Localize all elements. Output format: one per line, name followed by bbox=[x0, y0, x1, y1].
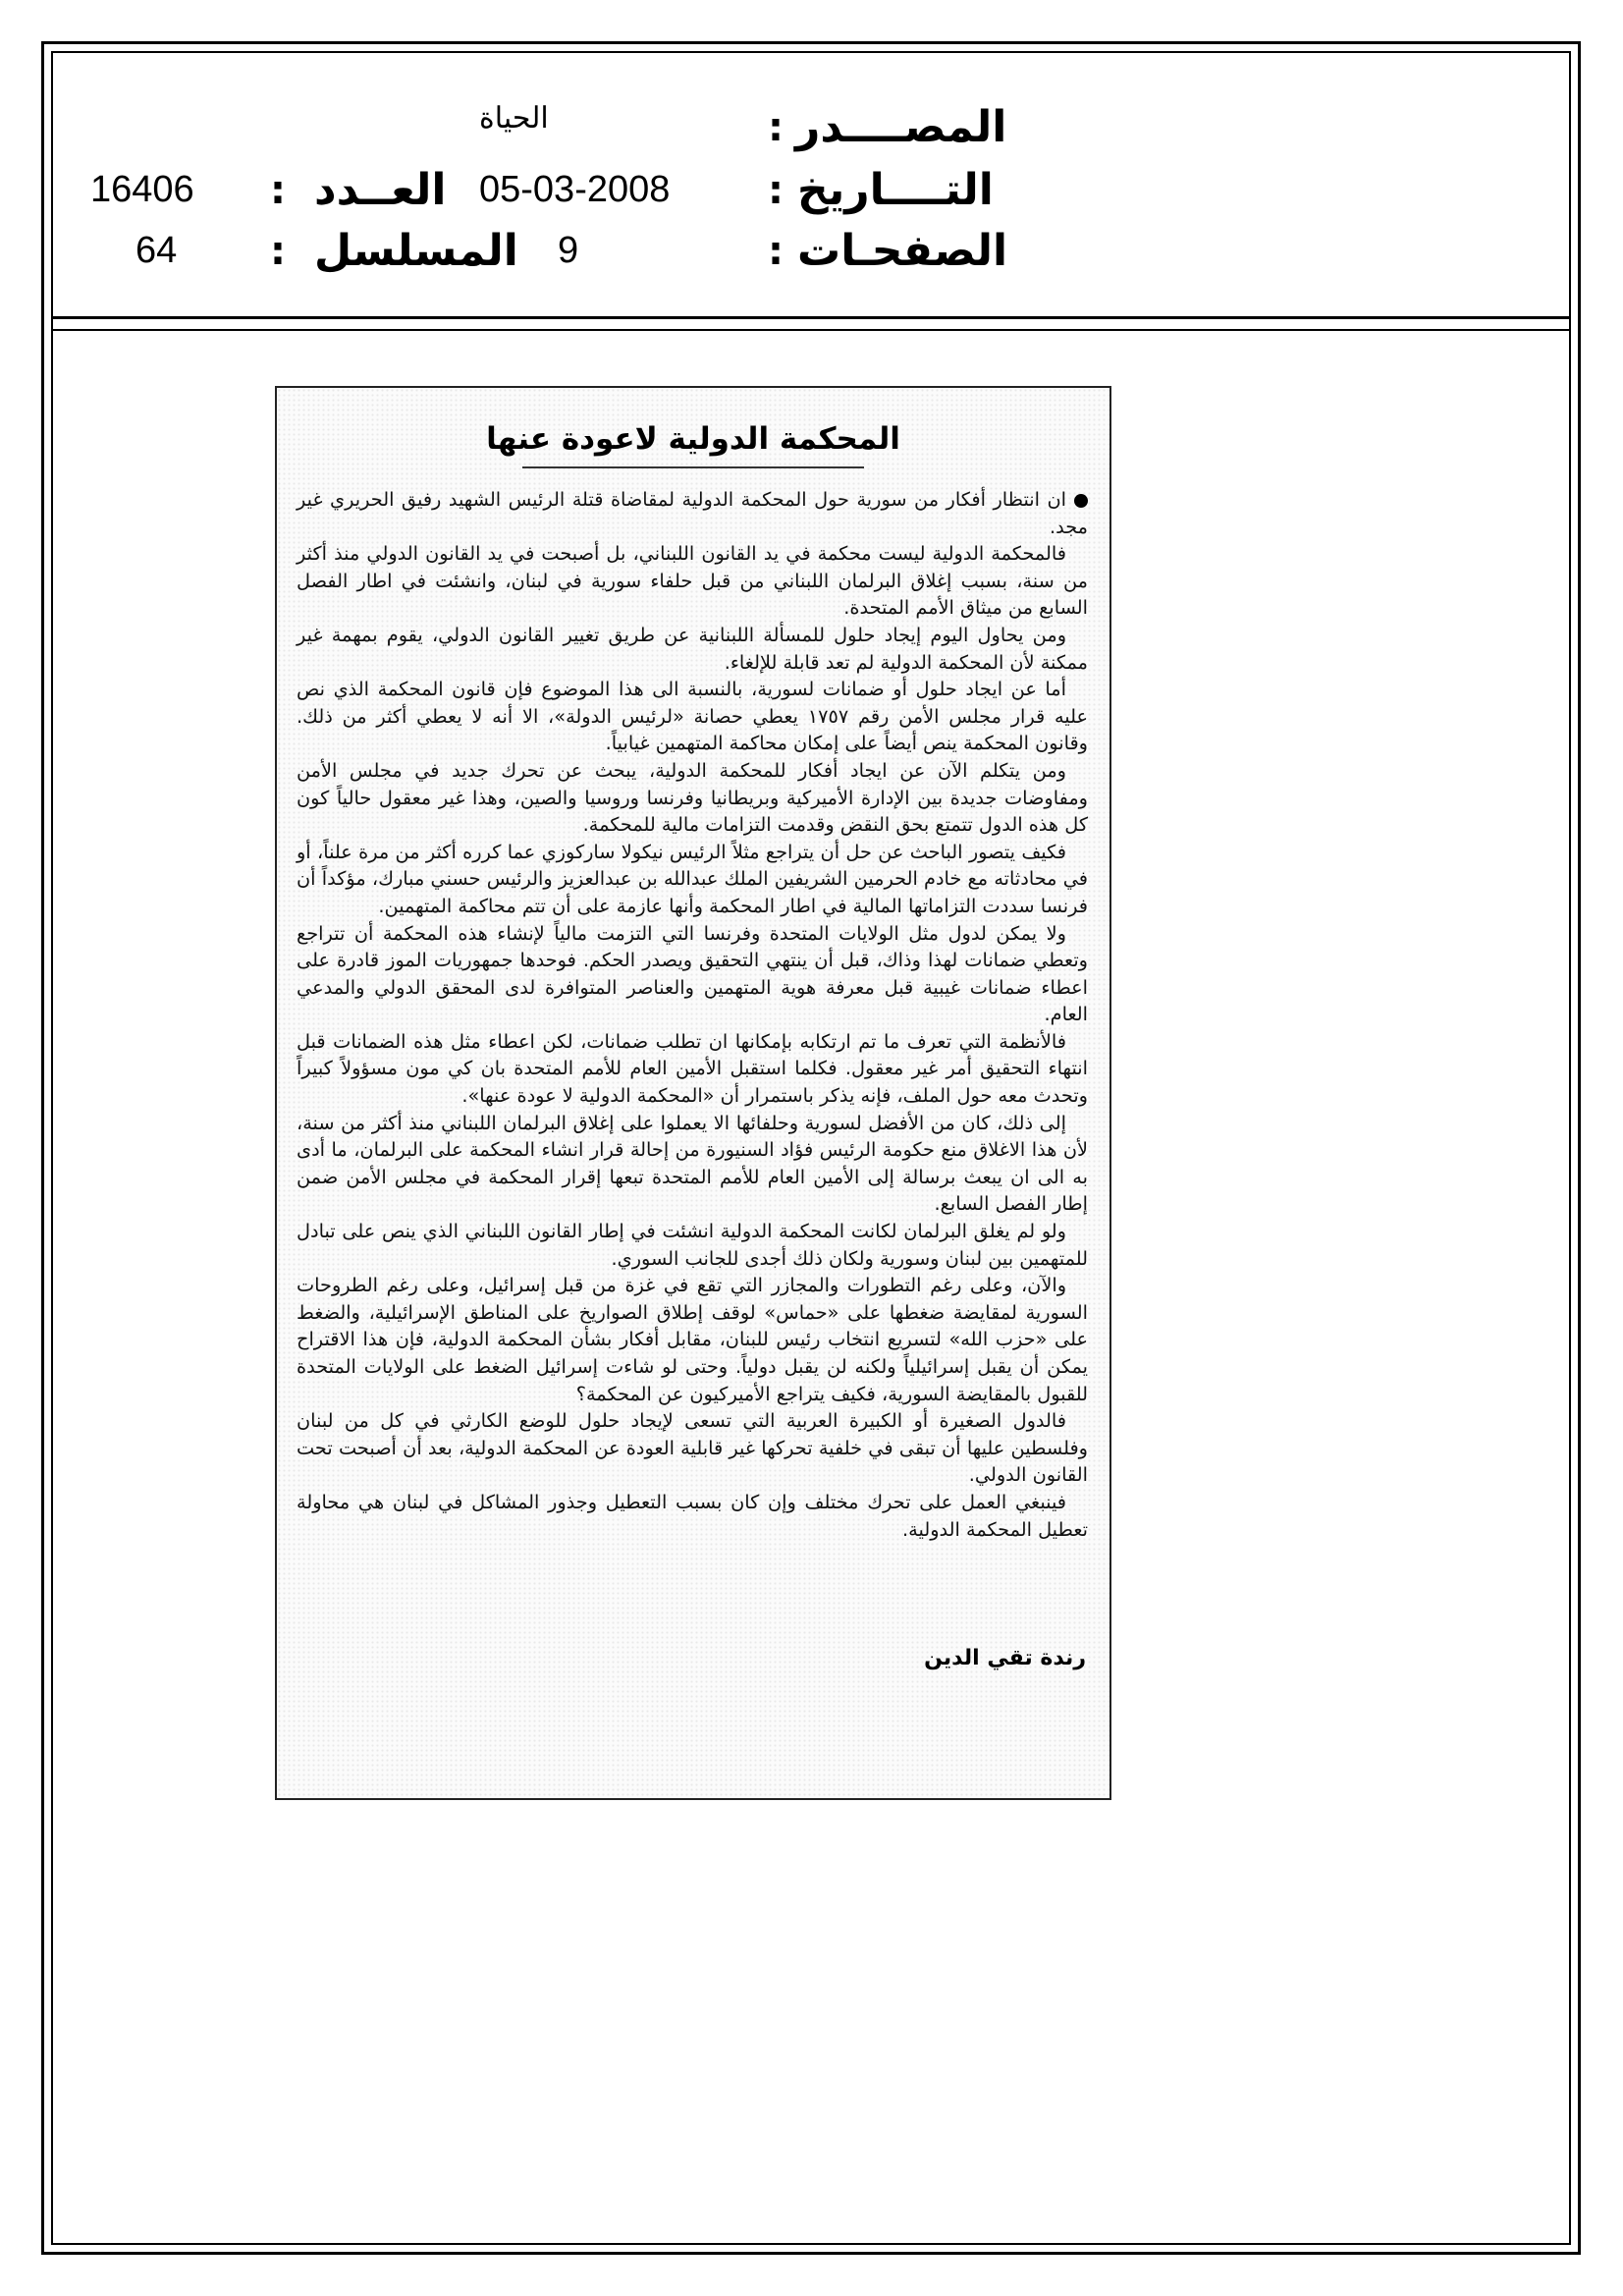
date-label: التــــاريخ bbox=[797, 165, 994, 215]
date-colon: : bbox=[768, 168, 784, 213]
newspaper-clipping bbox=[275, 386, 1111, 1800]
article-paragraph: فالدول الصغيرة أو الكبيرة العربية التي تسعى لإيجاد حلول للوضع الكارثي في كل من لبنان وفلسطين عليها أن تبقى في خلفية تحركها غير قابلية العودة عن المحكمة الدولية، بعد أن أصبحت تحت القانون الدولي. bbox=[297, 1409, 1088, 1487]
title-underline bbox=[522, 466, 864, 468]
article-paragraph: فينبغي العمل على تحرك مختلف وإن كان بسبب التعطيل وجذور المشاكل في لبنان هي محاولة تعطيل المحكمة الدولية. bbox=[297, 1490, 1088, 1541]
article-title: المحكمة الدولية لاعودة عنها bbox=[486, 421, 900, 457]
serial-value: 64 bbox=[135, 230, 178, 271]
pages-colon: : bbox=[768, 229, 784, 274]
header-divider bbox=[51, 316, 1571, 319]
article-paragraph: ولا يمكن لدول مثل الولايات المتحدة وفرنسا التي التزمت مالياً لإنشاء هذه المحكمة أن تتراجع وتعطي ضمانات لهذا وذاك، قبل أن ينتهي التحقيق ويصدر الحكم. فوحدها جمهوريات الموز قادرة على اعطاء ضمانات غيبية قبل معرفة هوية المتهمين والعناصر المتوافرة لدى المحقق الدولي والمدعي العام. bbox=[297, 921, 1088, 1026]
article-paragraph: فالأنظمة التي تعرف ما تم ارتكابه بإمكانها ان تطلب ضمانات، لكن اعطاء مثل هذه الضمانات قبل انتهاء التحقيق أمر غير معقول. فكلما استقبل الأمين العام للأمم المتحدة بان كي مون مسؤولاً كبيراً وتحدث معه حول الملف، فإنه يذكر باستمرار أن «المحكمة الدولية لا عودة عنها». bbox=[297, 1029, 1088, 1108]
article-author: رندة تقي الدين bbox=[924, 1646, 1086, 1670]
article-paragraph: فكيف يتصور الباحث عن حل أن يتراجع مثلاً الرئيس نيكولا ساركوزي عما كرره أكثر من مرة علناً، أو في محادثاته مع خادم الحرمين الشريفين الملك عبدالله بن عبدالعزيز والرئيس حسني مبارك، مؤكداً أن فرنسا سددت التزاماتها المالية في اطار المحكمة وأنها عازمة على أن تتم محاكمة المتهمين. bbox=[297, 840, 1088, 917]
article-paragraph: ان انتظار أفكار من سورية حول المحكمة الدولية لمقاضاة قتلة الرئيس الشهيد رفيق الحريري غير مجد. bbox=[297, 488, 1088, 538]
source-colon: : bbox=[768, 105, 784, 150]
pages-label: الصفحـات bbox=[797, 226, 1008, 276]
pages-value: 9 bbox=[558, 230, 579, 271]
issue-colon: : bbox=[270, 168, 286, 213]
article-paragraph: أما عن ايجاد حلول أو ضمانات لسورية، بالنسبة الى هذا الموضوع فإن قانون المحكمة الذي نص عليه قرار مجلس الأمن رقم ١٧٥٧ يعطي حصانة «لرئيس الدولة»، الا أنه لا يعطي أكثر من ذلك. وقانون المحكمة ينص أيضاً على إمكان محاكمة المتهمين غيابياً. bbox=[297, 678, 1089, 755]
article-body bbox=[297, 486, 1088, 1543]
article-paragraph: ولو لم يغلق البرلمان لكانت المحكمة الدولية انشئت في إطار القانون اللبناني الذي ينص على تبادل للمتهمين بين لبنان وسورية ولكان ذلك أجدى للجانب السوري. bbox=[297, 1220, 1088, 1270]
article-paragraph: ومن يتكلم الآن عن ايجاد أفكار للمحكمة الدولية، يبحث عن تحرك جديد في مجلس الأمن ومفاوضات جديدة بين الإدارة الأميركية وبريطانيا وفرنسا وروسيا والصين، وهذا غير معقول حالياً كون كل هذه الدول تتمتع بحق النقض وقدمت التزامات مالية للمحكمة. bbox=[297, 758, 1088, 837]
serial-label: المسلسل bbox=[314, 226, 518, 276]
article-paragraph: والآن، وعلى رغم التطورات والمجازر التي تقع في غزة من قبل إسرائيل، وعلى رغم الطروحات السورية لمقايضة ضغطها على «حماس» لوقف إطلاق الصواريخ على المناطق الإسرائيلية، والضغط على «حزب الله» لتسريع انتخاب رئيس للبنان، مقابل أفكار بشأن المحكمة الدولية، فإن هذا الاقتراح يمكن أن يقبل إسرائيلياً ولكنه لن يقبل دولياً. وحتى لو شاءت إسرائيل الضغط على الولايات المتحدة للقبول بالمقايضة السورية، فكيف يتراجع الأميركيون عن المحكمة؟ bbox=[297, 1274, 1088, 1405]
serial-colon: : bbox=[270, 229, 286, 274]
header-divider-double bbox=[51, 329, 1571, 331]
source-value: الحياة bbox=[479, 102, 549, 135]
source-label: المصــــدر bbox=[795, 102, 1007, 152]
date-value: 05-03-2008 bbox=[479, 169, 671, 210]
article-paragraph: ومن يحاول اليوم إيجاد حلول للمسألة اللبنانية عن طريق تغيير القانون الدولي، يقوم بمهمة غير ممكنة لأن المحكمة الدولية لم تعد قابلة للإلغاء. bbox=[297, 623, 1088, 674]
article-paragraph: إلى ذلك، كان من الأفضل لسورية وحلفائها الا يعملوا على إغلاق البرلمان اللبناني منذ أكثر من سنة، لأن هذا الاغلاق منع حكومة الرئيس فؤاد السنيورة من إحالة قرار انشاء المحكمة على البرلمان، ما أدى به الى ان يبعث برسالة إلى الأمين العام للأمم المتحدة تبعها إقرار المحكمة في مجلس الأمن ضمن إطار الفصل السابع. bbox=[297, 1111, 1088, 1216]
bullet-icon bbox=[1074, 494, 1088, 508]
issue-label: العــدد bbox=[314, 165, 447, 215]
article-paragraph: فالمحكمة الدولية ليست محكمة في يد القانون اللبناني، بل أصبحت في يد القانون الدولي منذ أكثر من سنة، بسبب إغلاق البرلمان اللبناني من قبل حلفاء سورية في لبنان، وانشئت في اطار الفصل السابع من ميثاق الأمم المتحدة. bbox=[297, 542, 1088, 620]
issue-value: 16406 bbox=[90, 169, 194, 210]
